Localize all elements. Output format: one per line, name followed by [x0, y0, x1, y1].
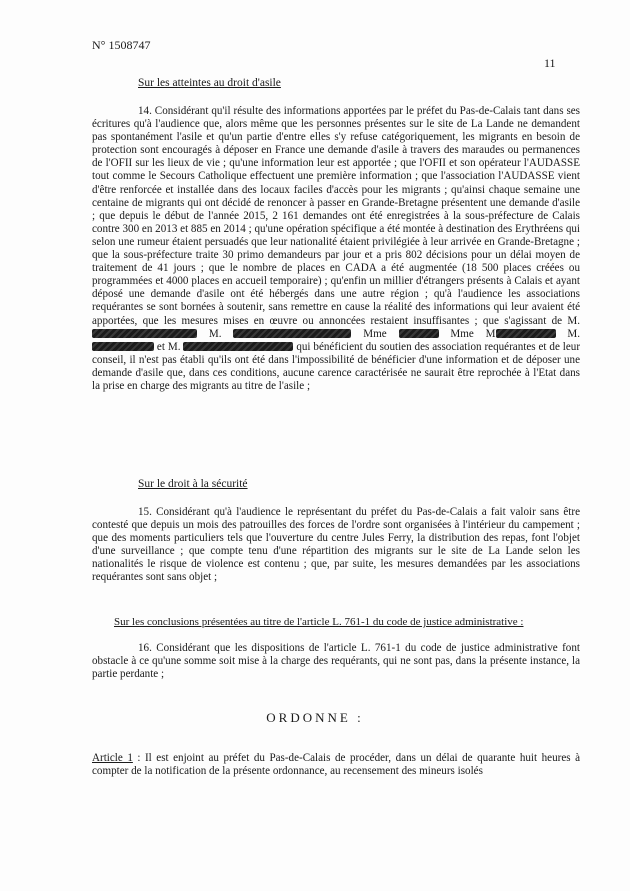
section-heading-asylum: Sur les atteintes au droit d'asile	[138, 77, 281, 89]
article-1	[92, 752, 580, 778]
paragraph-15-text: 15. Considérant qu'à l'audience le représentant du préfet du Pas-de-Calais a fait valoir sans être contesté que depuis un mois des patrouilles des forces de l'ordre sont organisées à l'intérieur du campement ; que des moments particuliers tels que l'ouverture du centre Jules Ferry, la distribution des repas, font l'objet d'une surveillance ; que compte tenu d'une répartition des migrants sur le site de La Lande selon les nationalités le risque de violence est contenu ; que, par suite, les mesures demandées par les associations requérantes sont sans objet ;	[92, 506, 580, 584]
paragraph-14-name-label: M.	[208, 327, 222, 340]
paragraph-14-name-label: M.	[567, 327, 580, 340]
redaction-block	[92, 329, 197, 338]
paragraph-14-name-label: et M.	[156, 340, 181, 353]
section-heading-conclusions: Sur les conclusions présentées au titre de l'article L. 761-1 du code de justice administrative :	[114, 616, 524, 628]
page-number: 11	[544, 56, 556, 70]
article-1-text: : Il est enjoint au préfet du Pas-de-Calais de procéder, dans un délai de quarante huit heures à compter de la notification de la présente ordonnance, au recensement des mineurs isolés	[92, 752, 580, 778]
redaction-block	[92, 342, 154, 351]
article-1-label: Article 1	[92, 752, 133, 764]
paragraph-16	[92, 642, 580, 681]
paragraph-14-text: 14. Considérant qu'il résulte des informations apportées par le préfet du Pas-de-Calais tant dans ses écritures qu'à l'audience que, alors même que les personnes présentes sur le site de La Lande ne demandent pas spontanément l'asile et qu'un partie d'entre elles s'y refuse catégoriquement, les migrants en besoin de protection sont encouragés à déposer en France une demande d'asile à travers des maraudes ou permanences de l'OFII sur les lieux de vie ; qu'une information leur est apportée ; que l'OFII et son opérateur l'AUDASSE tout comme le Secours Catholique effectuent une première information ; que l'association l'AUDASSE vient d'être renforcée et installée dans des locaux faciles d'accès pour les migrants ; qu'ainsi chaque semaine une centaine de migrants qui ont décidé de renoncer à passer en Grande-Bretagne présentent une demande d'asile ; que depuis le début de l'année 2015, 2 161 demandes ont été enregistrées à la sous-préfecture de Calais contre 300 en 2013 et 885 en 2014 ; qu'une opération spécifique a été montée à destination des Erythréens qui selon une rumeur étaient persuadés que leur nationalité étaient privilégiée à leur arrivée en Grande-Bretagne ; que la sous-préfecture traite 30 primo demandeurs par jour et a pris 802 décisions pour un délai moyen de traitement de 41 jours ; que le nombre de places en CADA a été augmentée (18 500 places créées ou programmées et 4000 places en accueil temporaire) ; qu'enfin un millier d'étrangers présents à Calais et ayant déposé une demande d'asile ont été hébergés dans une autre région ; qu'à l'audience les associations requérantes se sont bornées à soutenir, sans remettre en cause la réalité des informations qui leur avaient été apportées, que les mesures mises en œuvre ou annoncées restaient insuffisantes ; que s'agissant de M.	[92, 105, 580, 327]
case-number: N° 1508747	[92, 38, 151, 52]
redaction-block	[183, 342, 293, 351]
paragraph-14-name-label: Mme	[363, 327, 387, 340]
paragraph-16-text: 16. Considérant que les dispositions de l'article L. 761-1 du code de justice administrative font obstacle à ce qu'une somme soit mise à la charge des requérants, qui ne sont pas, dans la présente instance, la partie perdante ;	[92, 642, 580, 681]
paragraph-14-name-label: Mme M	[450, 327, 496, 340]
paragraph-14	[92, 105, 580, 393]
section-heading-security: Sur le droit à la sécurité	[138, 478, 248, 490]
paragraph-15	[92, 506, 580, 585]
redaction-block	[399, 329, 439, 338]
redaction-block	[496, 329, 556, 338]
paragraph-14-tail: qui bénéficient du soutien des association requérantes et de leur conseil, il n'est pas établi qu'ils ont été dans l'impossibilité de bénéficier d'une information et de déposer une demande d'asile que, dans ces conditions, aucune carence caractérisée ne saurait être reprochée à l'Etat dans la prise en charge des migrants au titre de l'asile ;	[92, 340, 581, 392]
redaction-block	[233, 329, 351, 338]
ordonne-heading: ORDONNE :	[266, 710, 364, 725]
